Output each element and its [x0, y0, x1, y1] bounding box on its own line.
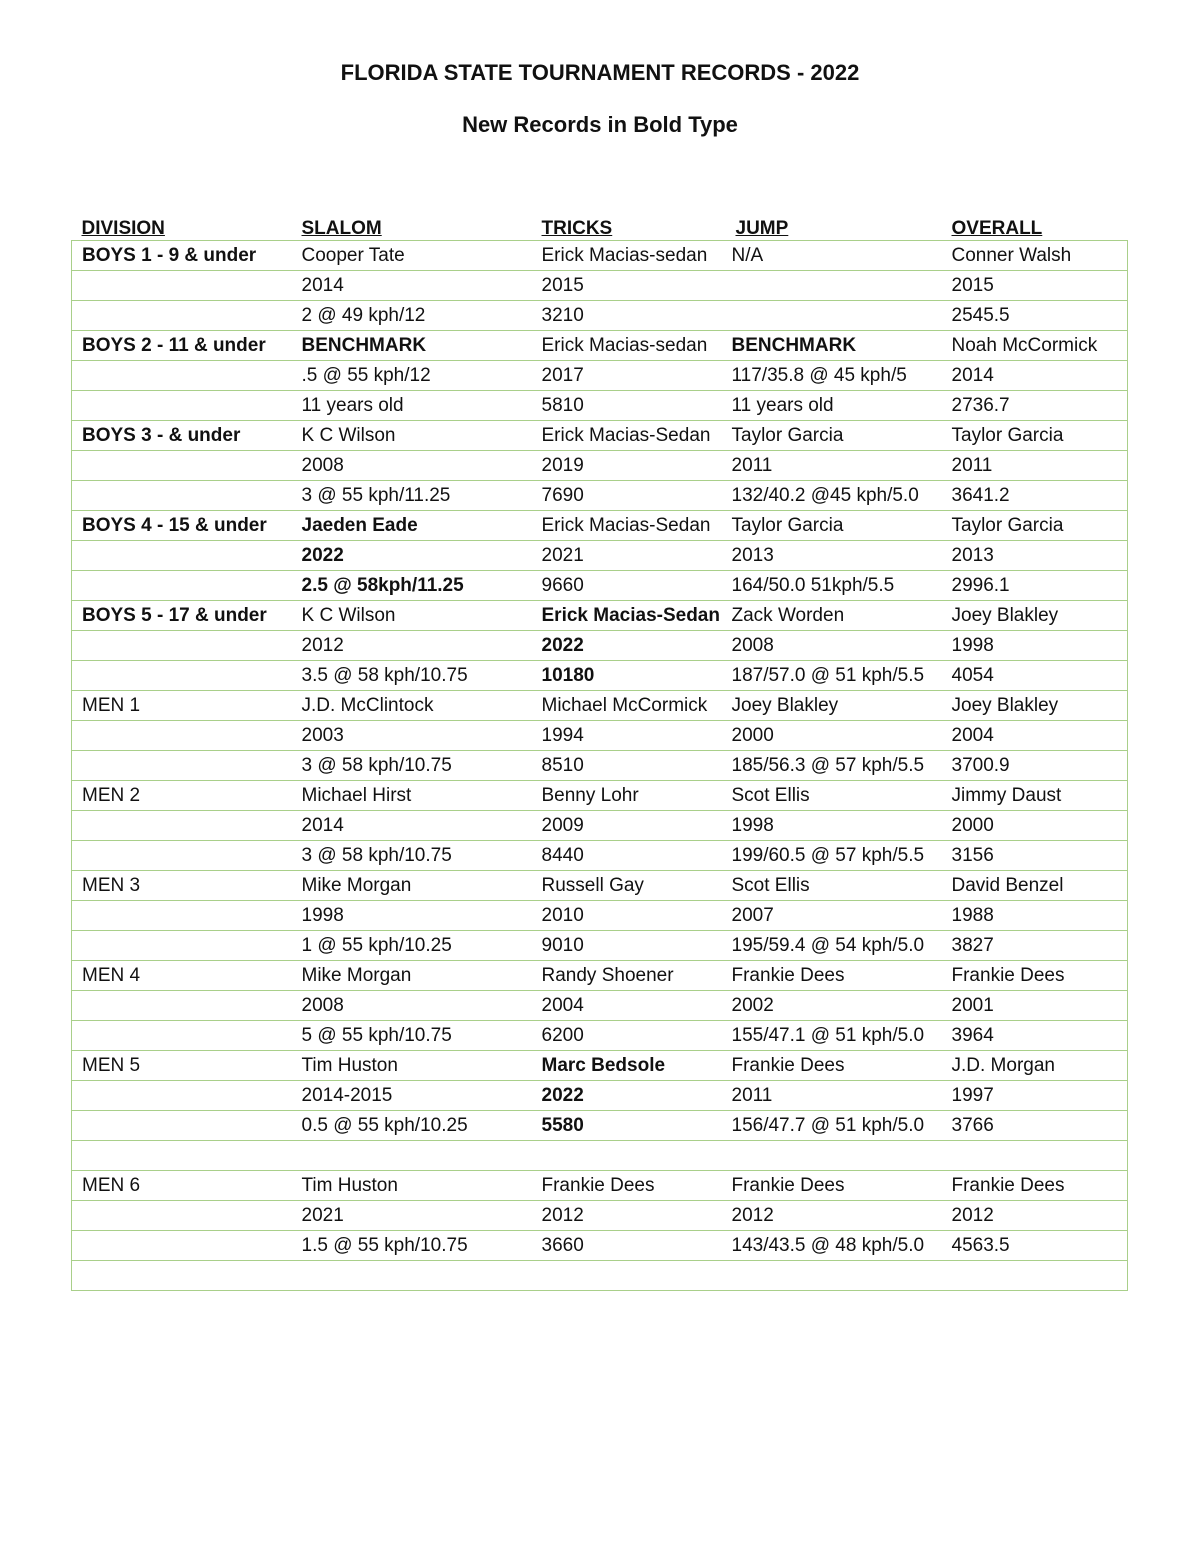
slalom-cell: 5 @ 55 kph/10.75	[292, 1021, 532, 1051]
division-cell	[72, 841, 292, 871]
table-row	[72, 721, 1128, 751]
overall-cell: 2015	[942, 271, 1128, 301]
overall-cell	[942, 1261, 1128, 1291]
slalom-cell: Tim Huston	[292, 1051, 532, 1081]
table-row	[72, 841, 1128, 871]
jump-cell: 132/40.2 @45 kph/5.0	[722, 481, 942, 511]
table-row	[72, 1261, 1128, 1291]
jump-cell: 2008	[722, 631, 942, 661]
division-cell	[72, 931, 292, 961]
overall-cell: Jimmy Daust	[942, 781, 1128, 811]
table-row	[72, 541, 1128, 571]
tricks-cell: 8440	[532, 841, 722, 871]
table-row	[72, 631, 1128, 661]
tricks-cell: 1994	[532, 721, 722, 751]
overall-cell: 2545.5	[942, 301, 1128, 331]
slalom-cell: 1.5 @ 55 kph/10.75	[292, 1231, 532, 1261]
jump-cell: 2007	[722, 901, 942, 931]
slalom-cell: 2014-2015	[292, 1081, 532, 1111]
table-row	[72, 481, 1128, 511]
division-cell	[72, 301, 292, 331]
tricks-cell: 3660	[532, 1231, 722, 1261]
table-row	[72, 601, 1128, 631]
page-subtitle: New Records in Bold Type	[462, 112, 738, 137]
overall-cell: 2013	[942, 541, 1128, 571]
division-cell: MEN 3	[72, 871, 292, 901]
column-header-jump: JUMP	[722, 212, 942, 241]
overall-cell: Conner Walsh	[942, 241, 1128, 271]
jump-cell: BENCHMARK	[722, 331, 942, 361]
overall-cell: Taylor Garcia	[942, 511, 1128, 541]
division-cell	[72, 391, 292, 421]
table-row	[72, 1201, 1128, 1231]
tricks-cell: 2021	[532, 541, 722, 571]
slalom-cell: 2 @ 49 kph/12	[292, 301, 532, 331]
slalom-cell: 2021	[292, 1201, 532, 1231]
slalom-cell: 3 @ 58 kph/10.75	[292, 751, 532, 781]
jump-cell: 2011	[722, 1081, 942, 1111]
tricks-cell: Erick Macias-Sedan	[532, 511, 722, 541]
slalom-cell	[292, 1261, 532, 1291]
tricks-cell: 10180	[532, 661, 722, 691]
division-cell	[72, 1081, 292, 1111]
division-cell	[72, 811, 292, 841]
jump-cell: 185/56.3 @ 57 kph/5.5	[722, 751, 942, 781]
slalom-cell: Mike Morgan	[292, 871, 532, 901]
overall-cell: 2000	[942, 811, 1128, 841]
overall-cell: 3827	[942, 931, 1128, 961]
slalom-cell: BENCHMARK	[292, 331, 532, 361]
division-cell	[72, 901, 292, 931]
overall-cell: Noah McCormick	[942, 331, 1128, 361]
jump-cell	[722, 1141, 942, 1171]
tricks-cell: Randy Shoener	[532, 961, 722, 991]
overall-cell: Taylor Garcia	[942, 421, 1128, 451]
tricks-cell: 2004	[532, 991, 722, 1021]
tricks-cell: 9010	[532, 931, 722, 961]
slalom-cell: 11 years old	[292, 391, 532, 421]
table-row	[72, 751, 1128, 781]
table-row	[72, 901, 1128, 931]
column-header-tricks: TRICKS	[532, 212, 722, 241]
jump-cell: 195/59.4 @ 54 kph/5.0	[722, 931, 942, 961]
tricks-cell: 3210	[532, 301, 722, 331]
slalom-cell: Jaeden Eade	[292, 511, 532, 541]
tricks-cell: Michael McCormick	[532, 691, 722, 721]
jump-cell: 2000	[722, 721, 942, 751]
division-cell	[72, 1261, 292, 1291]
jump-cell: 117/35.8 @ 45 kph/5	[722, 361, 942, 391]
table-row	[72, 241, 1128, 271]
division-cell	[72, 1201, 292, 1231]
records-body	[72, 241, 1128, 1291]
division-cell	[72, 1111, 292, 1141]
table-row	[72, 331, 1128, 361]
slalom-cell: 1998	[292, 901, 532, 931]
slalom-cell: K C Wilson	[292, 421, 532, 451]
table-row	[72, 1021, 1128, 1051]
table-row	[72, 1231, 1128, 1261]
slalom-cell: 2.5 @ 58kph/11.25	[292, 571, 532, 601]
division-cell	[72, 571, 292, 601]
column-header-slalom: SLALOM	[292, 212, 532, 241]
overall-cell: 2011	[942, 451, 1128, 481]
table-row	[72, 511, 1128, 541]
slalom-cell: K C Wilson	[292, 601, 532, 631]
jump-cell: 1998	[722, 811, 942, 841]
table-row	[72, 271, 1128, 301]
table-row	[72, 661, 1128, 691]
jump-cell: Joey Blakley	[722, 691, 942, 721]
division-cell: BOYS 4 - 15 & under	[72, 511, 292, 541]
overall-cell: 4563.5	[942, 1231, 1128, 1261]
slalom-cell: Cooper Tate	[292, 241, 532, 271]
slalom-cell: 0.5 @ 55 kph/10.25	[292, 1111, 532, 1141]
slalom-cell: Michael Hirst	[292, 781, 532, 811]
division-cell	[72, 751, 292, 781]
tricks-cell: Erick Macias-sedan	[532, 241, 722, 271]
tricks-cell: Marc Bedsole	[532, 1051, 722, 1081]
table-row	[72, 361, 1128, 391]
table-row	[72, 781, 1128, 811]
tricks-cell: Erick Macias-sedan	[532, 331, 722, 361]
division-cell	[72, 1231, 292, 1261]
division-cell: MEN 4	[72, 961, 292, 991]
division-cell	[72, 361, 292, 391]
division-cell	[72, 271, 292, 301]
slalom-cell: 3 @ 55 kph/11.25	[292, 481, 532, 511]
tricks-cell: 2019	[532, 451, 722, 481]
table-row	[72, 871, 1128, 901]
table-row	[72, 811, 1128, 841]
overall-cell: 4054	[942, 661, 1128, 691]
tricks-cell: 9660	[532, 571, 722, 601]
table-row	[72, 571, 1128, 601]
jump-cell	[722, 1261, 942, 1291]
division-cell	[72, 451, 292, 481]
overall-cell: 2004	[942, 721, 1128, 751]
table-row	[72, 1051, 1128, 1081]
jump-cell: 11 years old	[722, 391, 942, 421]
slalom-cell: 2003	[292, 721, 532, 751]
jump-cell: Scot Ellis	[722, 781, 942, 811]
tricks-cell: 8510	[532, 751, 722, 781]
division-cell: BOYS 3 - & under	[72, 421, 292, 451]
slalom-cell: J.D. McClintock	[292, 691, 532, 721]
overall-cell: 2001	[942, 991, 1128, 1021]
overall-cell: 3641.2	[942, 481, 1128, 511]
overall-cell: 2012	[942, 1201, 1128, 1231]
jump-cell: 2012	[722, 1201, 942, 1231]
jump-cell: Frankie Dees	[722, 961, 942, 991]
table-row	[72, 1141, 1128, 1171]
slalom-cell	[292, 1141, 532, 1171]
slalom-cell: 2008	[292, 451, 532, 481]
tricks-cell: Erick Macias-Sedan	[532, 601, 722, 631]
tricks-cell: 2017	[532, 361, 722, 391]
tricks-cell: 2009	[532, 811, 722, 841]
tricks-cell: 2022	[532, 631, 722, 661]
overall-cell: 2736.7	[942, 391, 1128, 421]
overall-cell: 1988	[942, 901, 1128, 931]
overall-cell: 2014	[942, 361, 1128, 391]
overall-cell: Joey Blakley	[942, 691, 1128, 721]
tricks-cell: Frankie Dees	[532, 1171, 722, 1201]
division-cell	[72, 631, 292, 661]
table-row	[72, 691, 1128, 721]
tricks-cell	[532, 1141, 722, 1171]
tricks-cell: 2022	[532, 1081, 722, 1111]
division-cell	[72, 481, 292, 511]
table-row	[72, 301, 1128, 331]
overall-cell: 2996.1	[942, 571, 1128, 601]
jump-cell: Frankie Dees	[722, 1171, 942, 1201]
page-title: FLORIDA STATE TOURNAMENT RECORDS - 2022	[340, 60, 860, 85]
slalom-cell: .5 @ 55 kph/12	[292, 361, 532, 391]
table-row	[72, 1171, 1128, 1201]
column-header-division: DIVISION	[72, 212, 292, 241]
jump-cell	[722, 301, 942, 331]
tricks-cell: 5580	[532, 1111, 722, 1141]
division-cell	[72, 661, 292, 691]
tricks-cell: 7690	[532, 481, 722, 511]
tricks-cell: 5810	[532, 391, 722, 421]
table-row	[72, 1111, 1128, 1141]
overall-cell: Joey Blakley	[942, 601, 1128, 631]
overall-cell: 3766	[942, 1111, 1128, 1141]
tricks-cell: Erick Macias-Sedan	[532, 421, 722, 451]
header-row	[72, 212, 1128, 241]
jump-cell	[722, 271, 942, 301]
jump-cell: 155/47.1 @ 51 kph/5.0	[722, 1021, 942, 1051]
jump-cell: 187/57.0 @ 51 kph/5.5	[722, 661, 942, 691]
division-cell: MEN 1	[72, 691, 292, 721]
table-row	[72, 1081, 1128, 1111]
tricks-cell: 2012	[532, 1201, 722, 1231]
table-row	[72, 931, 1128, 961]
overall-cell: 3156	[942, 841, 1128, 871]
table-row	[72, 961, 1128, 991]
overall-cell: 3964	[942, 1021, 1128, 1051]
column-header-overall: OVERALL	[942, 212, 1128, 241]
overall-cell: Frankie Dees	[942, 1171, 1128, 1201]
jump-cell: 143/43.5 @ 48 kph/5.0	[722, 1231, 942, 1261]
tricks-cell: Benny Lohr	[532, 781, 722, 811]
overall-cell: J.D. Morgan	[942, 1051, 1128, 1081]
overall-cell: Frankie Dees	[942, 961, 1128, 991]
division-cell	[72, 1141, 292, 1171]
slalom-cell: Mike Morgan	[292, 961, 532, 991]
division-cell: MEN 5	[72, 1051, 292, 1081]
tricks-cell: Russell Gay	[532, 871, 722, 901]
tricks-cell: 2015	[532, 271, 722, 301]
overall-cell: 3700.9	[942, 751, 1128, 781]
division-cell	[72, 541, 292, 571]
jump-cell: 2013	[722, 541, 942, 571]
slalom-cell: 2022	[292, 541, 532, 571]
table-row	[72, 391, 1128, 421]
division-cell	[72, 1021, 292, 1051]
jump-cell: Zack Worden	[722, 601, 942, 631]
jump-cell: Taylor Garcia	[722, 421, 942, 451]
table-row	[72, 991, 1128, 1021]
overall-cell: David Benzel	[942, 871, 1128, 901]
jump-cell: 199/60.5 @ 57 kph/5.5	[722, 841, 942, 871]
division-cell: MEN 2	[72, 781, 292, 811]
division-cell: BOYS 5 - 17 & under	[72, 601, 292, 631]
jump-cell: 156/47.7 @ 51 kph/5.0	[722, 1111, 942, 1141]
overall-cell	[942, 1141, 1128, 1171]
slalom-cell: Tim Huston	[292, 1171, 532, 1201]
tricks-cell: 6200	[532, 1021, 722, 1051]
jump-cell: Scot Ellis	[722, 871, 942, 901]
slalom-cell: 2012	[292, 631, 532, 661]
slalom-cell: 3 @ 58 kph/10.75	[292, 841, 532, 871]
table-row	[72, 421, 1128, 451]
division-cell	[72, 721, 292, 751]
jump-cell: 2002	[722, 991, 942, 1021]
jump-cell: 164/50.0 51kph/5.5	[722, 571, 942, 601]
overall-cell: 1997	[942, 1081, 1128, 1111]
jump-cell: Frankie Dees	[722, 1051, 942, 1081]
jump-cell: Taylor Garcia	[722, 511, 942, 541]
division-cell: MEN 6	[72, 1171, 292, 1201]
slalom-cell: 2014	[292, 811, 532, 841]
jump-cell: 2011	[722, 451, 942, 481]
division-cell: BOYS 1 - 9 & under	[72, 241, 292, 271]
slalom-cell: 2008	[292, 991, 532, 1021]
slalom-cell: 1 @ 55 kph/10.25	[292, 931, 532, 961]
tricks-cell: 2010	[532, 901, 722, 931]
slalom-cell: 2014	[292, 271, 532, 301]
slalom-cell: 3.5 @ 58 kph/10.75	[292, 661, 532, 691]
division-cell: BOYS 2 - 11 & under	[72, 331, 292, 361]
overall-cell: 1998	[942, 631, 1128, 661]
records-table	[71, 212, 1128, 1291]
jump-cell: N/A	[722, 241, 942, 271]
tricks-cell	[532, 1261, 722, 1291]
division-cell	[72, 991, 292, 1021]
table-row	[72, 451, 1128, 481]
